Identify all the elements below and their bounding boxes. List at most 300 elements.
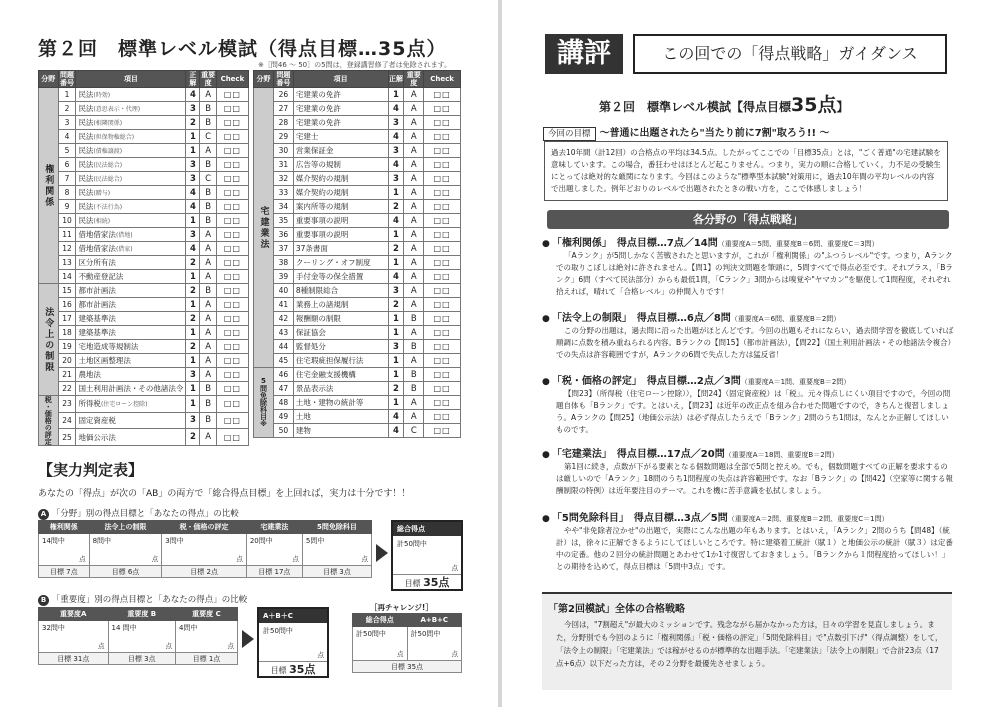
importance: A bbox=[404, 186, 424, 200]
section-importance-breakdown: （重要度A＝1問、重要度B＝2問） bbox=[740, 378, 851, 386]
score-input-cell[interactable] bbox=[39, 621, 109, 653]
retry-cell-1[interactable]: 計50問中 点 bbox=[353, 627, 408, 661]
check-boxes[interactable]: □□ bbox=[216, 284, 248, 298]
item-cell bbox=[293, 214, 388, 228]
check-boxes[interactable]: □□ bbox=[424, 242, 461, 256]
item-label: 住宅金融支援機構 bbox=[295, 370, 356, 379]
correct-answer: 1 bbox=[186, 270, 200, 284]
question-number: 44 bbox=[273, 340, 293, 354]
correct-answer: 2 bbox=[186, 116, 200, 130]
judge-description: あなたの「得点」が次の「AB」の両方で「総合得点目標」を上回れば，実力は十分です！！ bbox=[38, 489, 411, 499]
item-cell bbox=[76, 242, 186, 256]
correct-answer: 3 bbox=[388, 340, 404, 354]
check-boxes[interactable]: □□ bbox=[424, 144, 461, 158]
item-cell bbox=[293, 242, 388, 256]
importance: A bbox=[404, 270, 424, 284]
judge-title: 【実力判定表】 bbox=[38, 461, 144, 479]
item-cell bbox=[76, 200, 186, 214]
question-number: 41 bbox=[273, 298, 293, 312]
item-subtopic: (意思表示・代理) bbox=[93, 106, 141, 113]
item-cell bbox=[293, 88, 388, 102]
importance: A bbox=[200, 429, 216, 446]
question-number: 24 bbox=[58, 412, 76, 429]
check-boxes[interactable]: □□ bbox=[424, 382, 461, 396]
item-label: 土地・建物の統計等 bbox=[295, 398, 364, 407]
check-boxes[interactable]: □□ bbox=[424, 410, 461, 424]
importance: A bbox=[200, 368, 216, 382]
retry-head-2: A+B+C bbox=[407, 614, 462, 627]
item-cell bbox=[76, 116, 186, 130]
check-boxes[interactable]: □□ bbox=[424, 130, 461, 144]
table-row bbox=[254, 284, 461, 298]
overall-strategy-heading: 「第2回模試」全体の合格戦略 bbox=[548, 604, 685, 615]
item-label: 住宅瑕疵担保履行法 bbox=[295, 356, 364, 365]
check-boxes[interactable]: □□ bbox=[216, 340, 248, 354]
points-unit: 点 bbox=[151, 555, 159, 563]
check-boxes[interactable]: □□ bbox=[424, 158, 461, 172]
grid-head: 重要度A bbox=[39, 608, 109, 621]
item-label: 民法 bbox=[78, 188, 94, 197]
question-number: 8 bbox=[58, 186, 76, 200]
grid-head: 税・価格の評定 bbox=[162, 521, 247, 534]
importance: B bbox=[200, 158, 216, 172]
bullet-icon: ● bbox=[542, 450, 550, 460]
correct-answer: 1 bbox=[388, 326, 404, 340]
grid-head: 5問免除科目 bbox=[302, 521, 371, 534]
item-cell bbox=[293, 368, 388, 382]
table-row bbox=[39, 256, 249, 270]
importance: A bbox=[404, 158, 424, 172]
col-importance: 重要度 bbox=[404, 71, 424, 88]
score-input-cell[interactable] bbox=[175, 621, 237, 653]
question-number: 33 bbox=[273, 186, 293, 200]
table-row bbox=[254, 130, 461, 144]
check-boxes[interactable]: □□ bbox=[424, 284, 461, 298]
table-row bbox=[254, 228, 461, 242]
correct-answer: 2 bbox=[186, 284, 200, 298]
grid-head: 法令上の制限 bbox=[89, 521, 162, 534]
arrow-icon bbox=[376, 544, 388, 562]
correct-answer: 1 bbox=[186, 298, 200, 312]
item-cell bbox=[76, 312, 186, 326]
section-name: 「5問免除科目」 bbox=[551, 513, 624, 524]
check-boxes[interactable]: □□ bbox=[424, 326, 461, 340]
correct-answer: 4 bbox=[186, 200, 200, 214]
arrow-icon bbox=[242, 630, 254, 648]
check-boxes[interactable]: □□ bbox=[424, 88, 461, 102]
importance: A bbox=[404, 116, 424, 130]
item-label: 宅建業の免許 bbox=[295, 118, 341, 127]
strategy-section bbox=[542, 513, 954, 573]
goal-text: ～普通に出題されたら"当たり前に7割"取ろう!! ～ bbox=[599, 128, 830, 139]
item-label: 固定資産税 bbox=[78, 415, 116, 425]
check-boxes[interactable]: □□ bbox=[424, 340, 461, 354]
points-unit: 点 bbox=[79, 555, 86, 563]
table-row bbox=[39, 144, 249, 158]
importance: B bbox=[404, 340, 424, 354]
check-boxes[interactable]: □□ bbox=[424, 354, 461, 368]
target-number: 35点 bbox=[423, 576, 450, 589]
check-boxes[interactable]: □□ bbox=[216, 186, 248, 200]
check-boxes[interactable]: □□ bbox=[424, 298, 461, 312]
table-row bbox=[254, 200, 461, 214]
item-cell bbox=[76, 412, 186, 429]
correct-answer: 3 bbox=[388, 144, 404, 158]
score-input-cell[interactable] bbox=[302, 534, 371, 566]
question-number: 5 bbox=[58, 144, 76, 158]
check-boxes[interactable]: □□ bbox=[216, 102, 248, 116]
points-unit: 点 bbox=[165, 642, 172, 650]
check-boxes[interactable]: □□ bbox=[216, 298, 248, 312]
field-label: 税・価格の評定 bbox=[44, 396, 53, 445]
section-name: 「法令上の制限」 bbox=[551, 313, 627, 324]
check-boxes[interactable]: □□ bbox=[216, 326, 248, 340]
correct-answer: 2 bbox=[186, 312, 200, 326]
col-check: Check bbox=[424, 71, 461, 88]
table-row bbox=[254, 242, 461, 256]
item-label: クーリング・オフ制度 bbox=[295, 258, 371, 267]
correct-answer: 3 bbox=[186, 368, 200, 382]
item-cell bbox=[293, 424, 388, 438]
item-subtopic: (債権譲渡) bbox=[93, 148, 123, 155]
table-row bbox=[39, 412, 249, 429]
item-label: 37条書面 bbox=[295, 244, 328, 253]
item-cell bbox=[293, 116, 388, 130]
table-row bbox=[39, 354, 249, 368]
importance: A bbox=[404, 256, 424, 270]
section-name: 「宅建業法」 bbox=[551, 449, 607, 460]
section-heading bbox=[542, 238, 954, 250]
table-row bbox=[39, 130, 249, 144]
check-boxes[interactable]: □□ bbox=[216, 368, 248, 382]
table-row bbox=[254, 354, 461, 368]
grid-head: 権利関係 bbox=[39, 521, 90, 534]
item-cell bbox=[76, 284, 186, 298]
table-row bbox=[254, 340, 461, 354]
correct-answer: 1 bbox=[388, 396, 404, 410]
correct-answer: 4 bbox=[186, 242, 200, 256]
table-row bbox=[254, 172, 461, 186]
check-boxes[interactable]: □□ bbox=[424, 256, 461, 270]
section-heading bbox=[542, 376, 954, 388]
points-unit: 点 bbox=[292, 555, 299, 563]
correct-answer: 1 bbox=[388, 228, 404, 242]
field-cell bbox=[254, 368, 274, 438]
correct-answer: 4 bbox=[388, 424, 404, 438]
points-unit: 点 bbox=[236, 555, 243, 563]
correct-answer: 1 bbox=[186, 130, 200, 144]
table-row bbox=[254, 256, 461, 270]
item-subtopic: (民法総合) bbox=[93, 162, 123, 169]
score-input-cell[interactable] bbox=[39, 534, 90, 566]
table-row bbox=[39, 298, 249, 312]
right-page bbox=[502, 0, 1000, 707]
item-label: 宅建士 bbox=[295, 132, 319, 141]
check-boxes[interactable]: □□ bbox=[216, 270, 248, 284]
correct-answer: 3 bbox=[186, 102, 200, 116]
check-boxes[interactable]: □□ bbox=[424, 424, 461, 438]
correct-answer: 2 bbox=[186, 256, 200, 270]
item-label: 都市計画法 bbox=[78, 300, 116, 309]
item-label: 広告等の規制 bbox=[295, 160, 341, 169]
correct-answer: 2 bbox=[186, 340, 200, 354]
check-boxes[interactable]: □□ bbox=[424, 312, 461, 326]
item-cell bbox=[293, 228, 388, 242]
item-cell bbox=[76, 340, 186, 354]
table-row bbox=[39, 102, 249, 116]
item-cell bbox=[293, 354, 388, 368]
correct-answer: 1 bbox=[388, 312, 404, 326]
question-number: 13 bbox=[58, 256, 76, 270]
correct-answer: 2 bbox=[388, 200, 404, 214]
correct-answer: 4 bbox=[388, 214, 404, 228]
item-cell bbox=[293, 130, 388, 144]
target-score: 目標 7点 bbox=[39, 566, 90, 578]
guidance-title: この回での「得点戦略」ガイダンス bbox=[633, 34, 947, 74]
question-number: 7 bbox=[58, 172, 76, 186]
item-cell bbox=[76, 326, 186, 340]
table-row bbox=[254, 368, 461, 382]
check-boxes[interactable]: □□ bbox=[216, 200, 248, 214]
item-label: 民法 bbox=[78, 160, 94, 169]
retry-cell-2[interactable]: 計50問中 点 bbox=[407, 627, 462, 661]
target-score: 目標 17点 bbox=[246, 566, 302, 578]
check-boxes[interactable]: □□ bbox=[424, 396, 461, 410]
question-number: 47 bbox=[273, 382, 293, 396]
check-boxes[interactable]: □□ bbox=[216, 429, 248, 446]
item-label: 民法 bbox=[78, 174, 94, 183]
item-subtopic: (借地) bbox=[115, 232, 133, 239]
importance: A bbox=[200, 228, 216, 242]
importance: A bbox=[404, 242, 424, 256]
importance: B bbox=[200, 396, 216, 413]
item-cell bbox=[76, 186, 186, 200]
question-number: 10 bbox=[58, 214, 76, 228]
target-label: 目標 bbox=[270, 666, 287, 675]
importance: B bbox=[200, 382, 216, 396]
question-number: 42 bbox=[273, 312, 293, 326]
table-row bbox=[39, 242, 249, 256]
correct-answer: 1 bbox=[186, 214, 200, 228]
check-boxes[interactable]: □□ bbox=[216, 228, 248, 242]
item-label: 借地借家法 bbox=[78, 244, 116, 253]
item-cell bbox=[76, 354, 186, 368]
importance: A bbox=[200, 340, 216, 354]
field-cell bbox=[254, 88, 274, 368]
check-boxes[interactable]: □□ bbox=[216, 130, 248, 144]
item-label: 民法 bbox=[78, 118, 94, 127]
check-boxes[interactable]: □□ bbox=[216, 172, 248, 186]
item-cell bbox=[76, 172, 186, 186]
check-boxes[interactable]: □□ bbox=[424, 368, 461, 382]
correct-answer: 3 bbox=[388, 116, 404, 130]
total-score-box-b bbox=[257, 607, 329, 678]
score-input-cell[interactable] bbox=[108, 621, 175, 653]
check-boxes[interactable]: □□ bbox=[216, 144, 248, 158]
item-cell bbox=[76, 298, 186, 312]
col-qnum: 問題番号 bbox=[273, 71, 293, 88]
check-boxes[interactable]: □□ bbox=[216, 382, 248, 396]
item-cell bbox=[293, 186, 388, 200]
intro-box: 過去10年間（計12回）の合格点の平均は34.5点。したがってここでの「目標35点」とは，"ごく普通"の宅建試験を意味しています。この場合，番狂わせはほとんど起こりません。つまり，実力の順に合格していく，力不足の受験生にとっては絶対的な厳関になります。今回はこのような"標準型本試験"対策用に，過去10年間の平均レベルの内容で出題しました。例年どおりのレベルで出題されたときの戦い方を，ここで体感しましょう！ bbox=[544, 141, 948, 201]
check-boxes[interactable]: □□ bbox=[216, 256, 248, 270]
caption-a bbox=[38, 507, 239, 520]
question-number: 46 bbox=[273, 368, 293, 382]
correct-answer: 1 bbox=[186, 396, 200, 413]
question-number: 23 bbox=[58, 396, 76, 413]
question-count: 20問中 bbox=[249, 537, 273, 545]
table-row bbox=[39, 88, 249, 102]
page-title: 第２回 標準レベル模試（得点目標…35点） bbox=[38, 38, 447, 60]
item-label: 媒介契約の規制 bbox=[295, 174, 349, 183]
importance: A bbox=[404, 228, 424, 242]
question-number: 11 bbox=[58, 228, 76, 242]
correct-answer: 4 bbox=[186, 186, 200, 200]
importance: B bbox=[200, 412, 216, 429]
field-cell bbox=[39, 396, 59, 446]
importance: A bbox=[404, 298, 424, 312]
item-cell bbox=[76, 270, 186, 284]
table-row bbox=[39, 284, 249, 298]
table-row bbox=[39, 382, 249, 396]
score-input-cell[interactable] bbox=[89, 534, 162, 566]
question-count: 14 問中 bbox=[111, 624, 137, 632]
score-input-cell[interactable] bbox=[162, 534, 247, 566]
check-boxes[interactable]: □□ bbox=[424, 270, 461, 284]
grid-head: 宅建業法 bbox=[246, 521, 302, 534]
correct-answer: 4 bbox=[388, 130, 404, 144]
importance: A bbox=[404, 144, 424, 158]
table-row bbox=[254, 410, 461, 424]
target-score: 目標 2点 bbox=[162, 566, 247, 578]
table-row bbox=[39, 172, 249, 186]
item-label: 監督処分 bbox=[295, 342, 326, 351]
question-number: 15 bbox=[58, 284, 76, 298]
points-unit: 点 bbox=[227, 642, 234, 650]
table-row bbox=[254, 424, 461, 438]
check-boxes[interactable]: □□ bbox=[424, 186, 461, 200]
question-number: 1 bbox=[58, 88, 76, 102]
table-row bbox=[254, 382, 461, 396]
check-boxes[interactable]: □□ bbox=[216, 354, 248, 368]
question-number: 16 bbox=[58, 298, 76, 312]
col-field: 分野 bbox=[254, 71, 274, 88]
item-cell bbox=[76, 382, 186, 396]
item-subtopic: (時効) bbox=[93, 92, 111, 99]
col-field: 分野 bbox=[39, 71, 59, 88]
importance: A bbox=[404, 396, 424, 410]
answer-table-26-50 bbox=[253, 70, 461, 438]
col-answer: 正解 bbox=[186, 71, 200, 88]
section-importance-breakdown: （重要度A＝18問、重要度B＝2問） bbox=[724, 451, 839, 459]
left-page bbox=[0, 0, 498, 707]
item-label: 都市計画法 bbox=[78, 286, 116, 295]
check-boxes[interactable]: □□ bbox=[216, 214, 248, 228]
check-boxes[interactable]: □□ bbox=[424, 228, 461, 242]
item-cell bbox=[293, 270, 388, 284]
question-number: 21 bbox=[58, 368, 76, 382]
table-row bbox=[39, 270, 249, 284]
mark-b: B bbox=[38, 595, 49, 606]
section-name: 「税・価格の評定」 bbox=[551, 376, 637, 387]
item-subtopic: (贈与) bbox=[93, 190, 111, 197]
item-cell bbox=[76, 88, 186, 102]
check-boxes[interactable]: □□ bbox=[216, 88, 248, 102]
item-cell bbox=[293, 312, 388, 326]
importance: A bbox=[404, 130, 424, 144]
check-boxes[interactable]: □□ bbox=[216, 158, 248, 172]
check-boxes[interactable]: □□ bbox=[216, 242, 248, 256]
check-boxes[interactable]: □□ bbox=[216, 396, 248, 413]
item-label: 建築基準法 bbox=[78, 328, 116, 337]
section-goal: 得点目標…17点／20問 bbox=[616, 449, 725, 460]
col-item: 項目 bbox=[293, 71, 388, 88]
check-boxes[interactable]: □□ bbox=[216, 116, 248, 130]
question-number: 49 bbox=[273, 410, 293, 424]
table-row bbox=[254, 88, 461, 102]
field-label: 法令上の制限 bbox=[43, 306, 54, 373]
item-cell bbox=[76, 144, 186, 158]
correct-answer: 1 bbox=[186, 354, 200, 368]
check-boxes[interactable]: □□ bbox=[424, 116, 461, 130]
importance: B bbox=[404, 368, 424, 382]
importance: A bbox=[200, 144, 216, 158]
question-count: 4問中 bbox=[178, 624, 198, 632]
check-boxes[interactable]: □□ bbox=[424, 102, 461, 116]
table-row bbox=[254, 186, 461, 200]
question-number: 29 bbox=[273, 130, 293, 144]
importance: A bbox=[404, 214, 424, 228]
question-number: 2 bbox=[58, 102, 76, 116]
question-number: 20 bbox=[58, 354, 76, 368]
score-input-cell[interactable] bbox=[246, 534, 302, 566]
importance: B bbox=[200, 200, 216, 214]
goal-label: 今回の目標 bbox=[543, 127, 596, 141]
table-row bbox=[254, 396, 461, 410]
section-body: やや"非免除者泣かせ"の出題で，実際にこんな出題の年もあります。とはいえ，「Aランク」2問のうち【問48】（統計）は，徐々に正解できるようにしてほしいところです。特に建築着工統計（賦１）と地価公示の統計（賦３）は定番中の定番。他の２回分の統計問題とあわせて1か1寸復習しておきましょう。「Bランクから１問程度拾ってほしい！」との期待を込めて，得点目標は「5問中3点」です。 bbox=[556, 526, 953, 571]
table-row bbox=[39, 429, 249, 446]
check-boxes[interactable]: □□ bbox=[424, 200, 461, 214]
correct-answer: 1 bbox=[388, 186, 404, 200]
item-cell bbox=[293, 382, 388, 396]
retry-head-1: 総合得点 bbox=[353, 614, 408, 627]
item-label: 地価公示法 bbox=[78, 432, 116, 442]
total-head: A＋B＋C bbox=[259, 609, 327, 623]
question-number: 50 bbox=[273, 424, 293, 438]
table-row bbox=[254, 116, 461, 130]
importance: A bbox=[404, 354, 424, 368]
importance: A bbox=[404, 326, 424, 340]
item-cell bbox=[293, 172, 388, 186]
check-boxes[interactable]: □□ bbox=[424, 214, 461, 228]
check-boxes[interactable]: □□ bbox=[216, 412, 248, 429]
table-row bbox=[39, 158, 249, 172]
correct-answer: 2 bbox=[388, 382, 404, 396]
table-row bbox=[254, 326, 461, 340]
check-boxes[interactable]: □□ bbox=[424, 172, 461, 186]
score-grid-a bbox=[38, 520, 372, 578]
exam-subtitle: 第２回 標準レベル模試【得点目標35点】 bbox=[599, 94, 849, 116]
check-boxes[interactable]: □□ bbox=[216, 312, 248, 326]
item-cell bbox=[293, 200, 388, 214]
col-importance: 重要度 bbox=[201, 71, 216, 87]
importance: A bbox=[200, 242, 216, 256]
strategy-section bbox=[542, 376, 954, 436]
section-importance-breakdown: （重要度A＝5問、重要度B＝6問、重要度C＝3問） bbox=[717, 240, 879, 248]
importance: B bbox=[200, 102, 216, 116]
points-unit: 点 bbox=[451, 564, 458, 572]
item-subtopic: (民法総合) bbox=[93, 176, 123, 183]
